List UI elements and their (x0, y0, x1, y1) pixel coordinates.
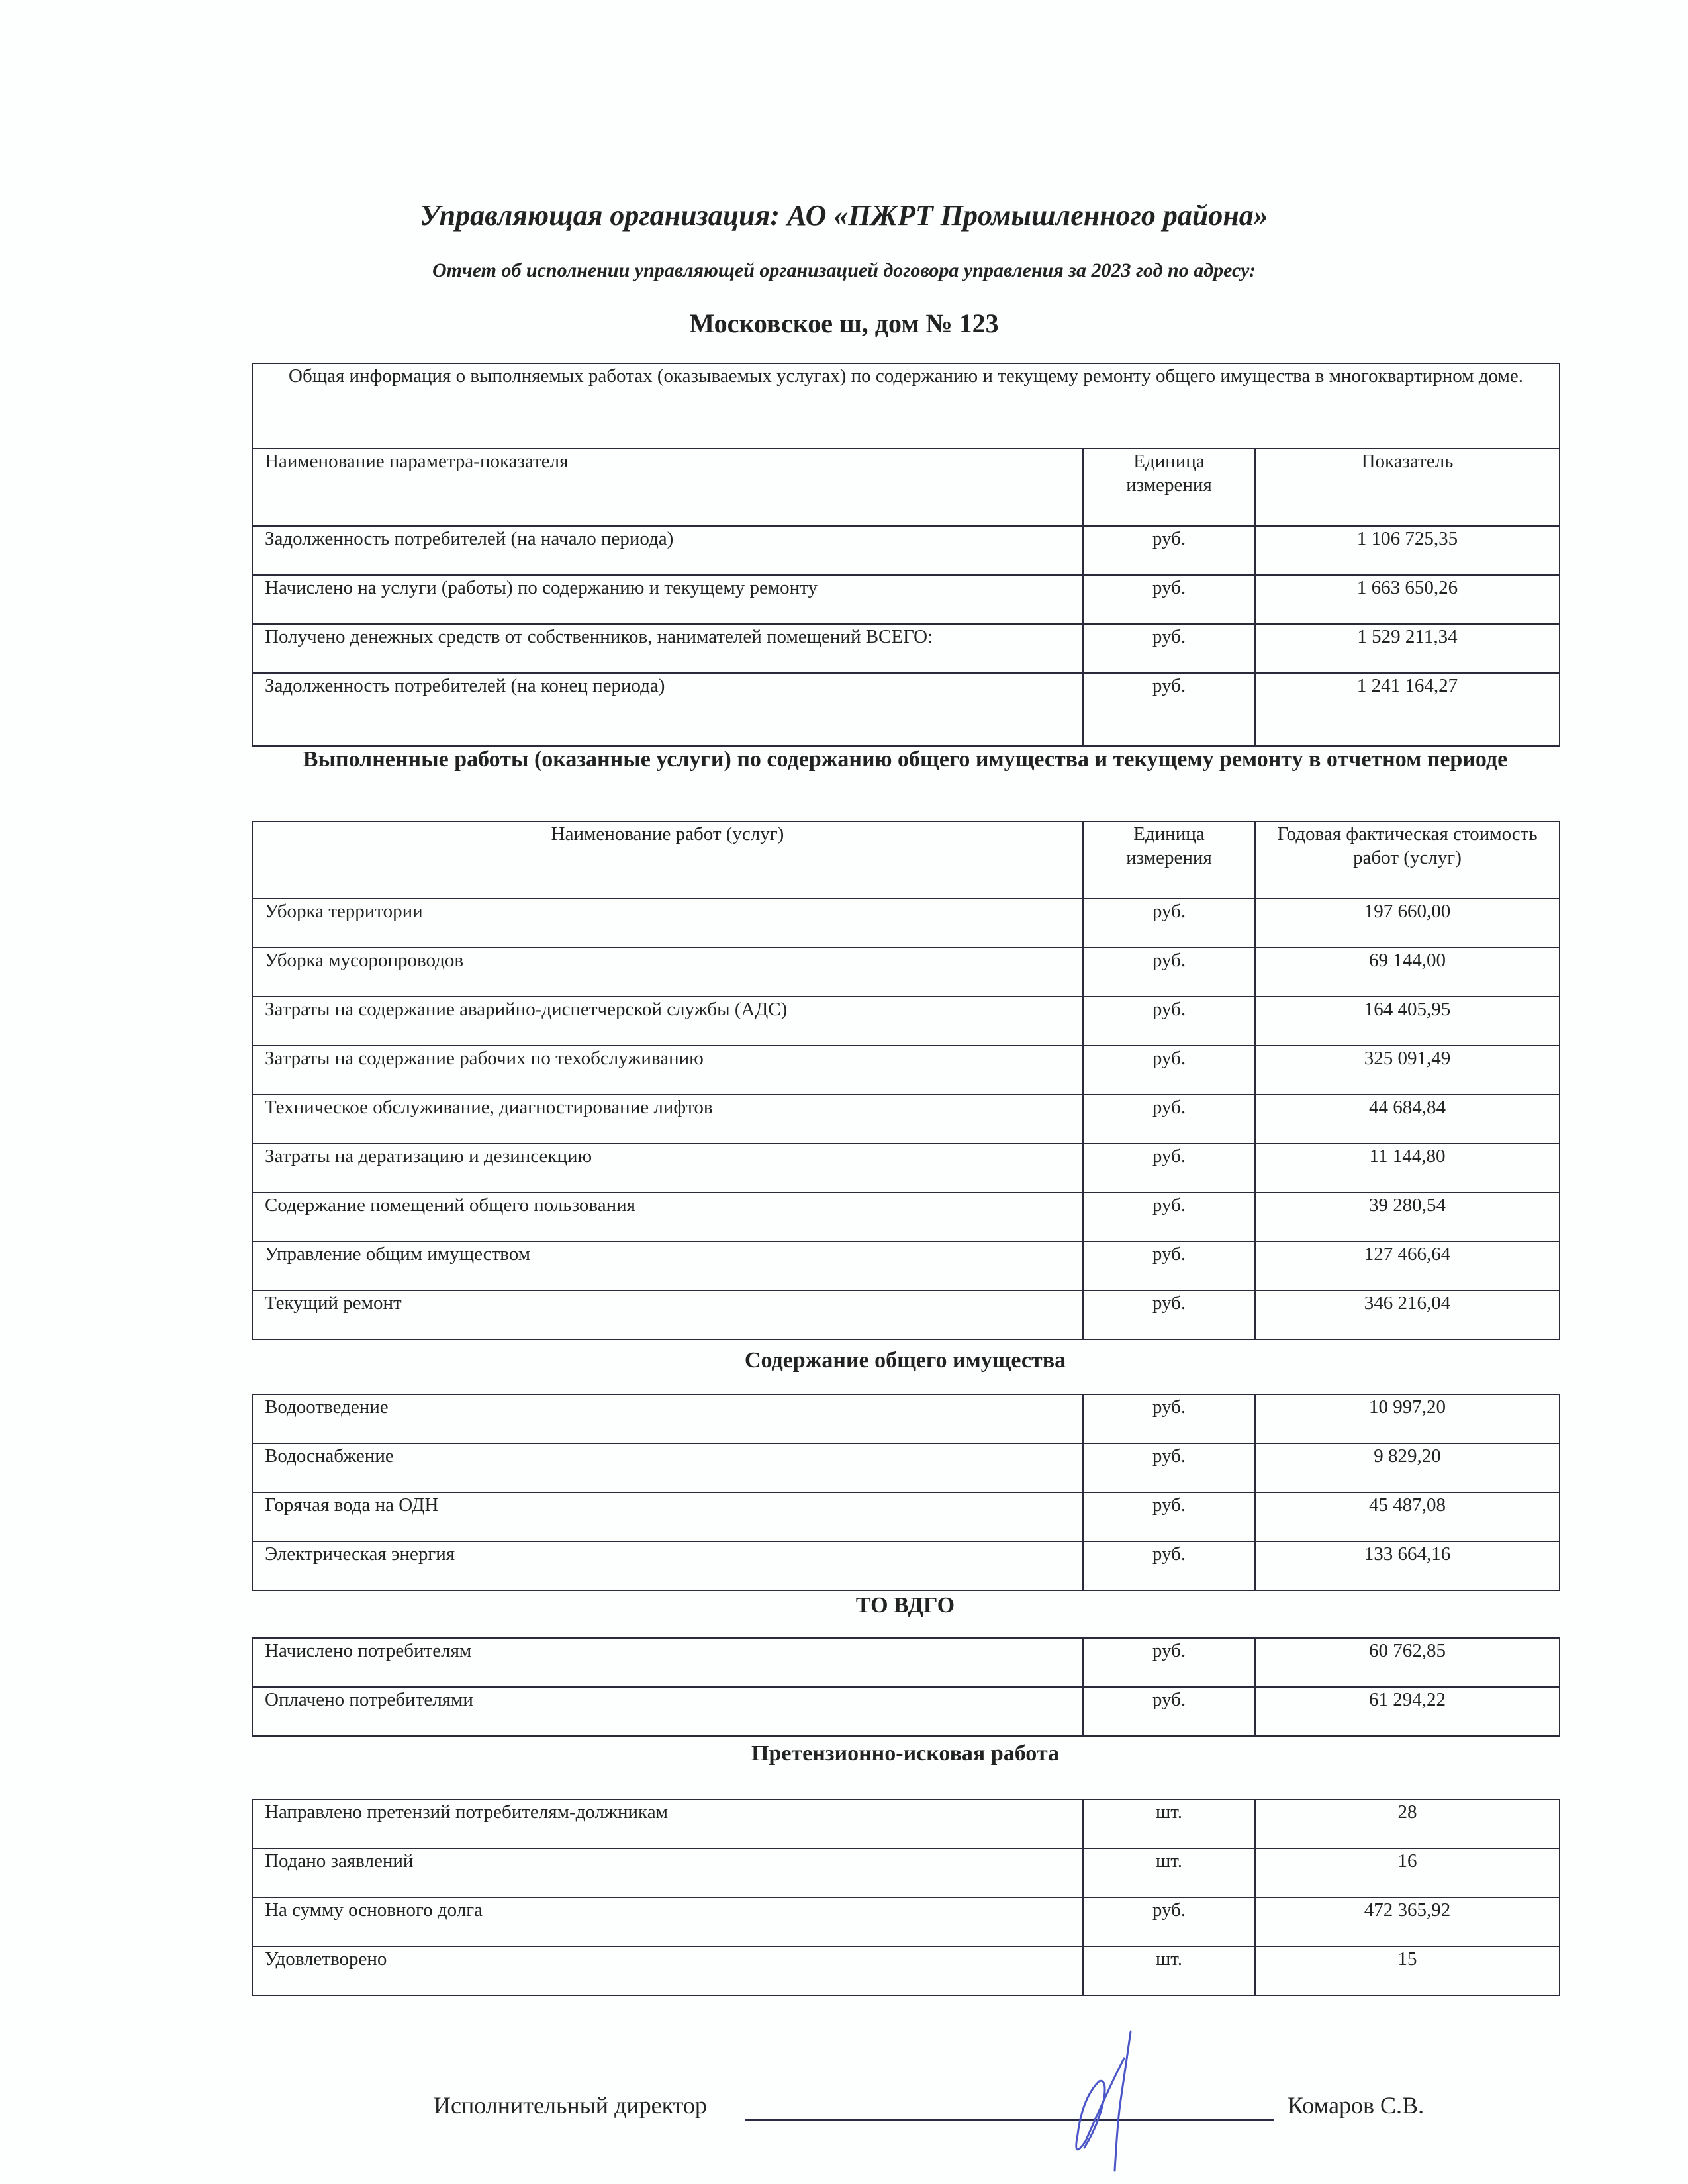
row-name: Затраты на содержание рабочих по техобслуживанию (252, 1046, 1083, 1095)
column-header-value: Годовая фактическая стоимость работ (услуг) (1255, 821, 1560, 899)
row-unit: руб. (1083, 1144, 1255, 1193)
claims-heading: Претензионно-исковая работа (751, 1741, 1059, 1766)
claims-table (252, 1799, 1560, 1996)
row-unit: руб. (1083, 624, 1255, 673)
common-property-table (252, 1394, 1560, 1591)
row-unit: руб. (1083, 1492, 1255, 1541)
table-row (252, 1394, 1560, 1443)
row-value: 325 091,49 (1255, 1046, 1560, 1095)
row-unit: руб. (1083, 1193, 1255, 1242)
table-header-row (252, 821, 1560, 899)
table-row (252, 624, 1560, 673)
row-value: 15 (1255, 1946, 1560, 1995)
signatory-position: Исполнительный директор (434, 2092, 707, 2118)
organization-title: Управляющая организация: АО «ПЖРТ Промышленного района» (420, 199, 1268, 232)
row-unit: руб. (1083, 1095, 1255, 1144)
row-name: Получено денежных средств от собственников, нанимателей помещений ВСЕГО: (252, 624, 1083, 673)
row-name: Подано заявлений (252, 1848, 1083, 1897)
table-row (252, 1046, 1560, 1095)
column-header-name: Наименование параметра-показателя (252, 449, 1083, 526)
row-name: Водоотведение (252, 1394, 1083, 1443)
table-row (252, 1443, 1560, 1492)
row-name: Уборка мусоропроводов (252, 948, 1083, 997)
row-value: 1 663 650,26 (1255, 575, 1560, 624)
row-value: 1 106 725,35 (1255, 526, 1560, 575)
row-name: Управление общим имуществом (252, 1242, 1083, 1291)
table-row (252, 575, 1560, 624)
row-value: 39 280,54 (1255, 1193, 1560, 1242)
row-name: Техническое обслуживание, диагностирование лифтов (252, 1095, 1083, 1144)
table-row (252, 1848, 1560, 1897)
signature-block (434, 2091, 1433, 2131)
row-unit: руб. (1083, 1394, 1255, 1443)
row-unit: шт. (1083, 1848, 1255, 1897)
row-unit: руб. (1083, 948, 1255, 997)
row-value: 45 487,08 (1255, 1492, 1560, 1541)
report-subtitle: Отчет об исполнении управляющей организацией договора управления за 2023 год по адресу: (432, 259, 1256, 281)
row-value: 61 294,22 (1255, 1687, 1560, 1736)
works-table (252, 821, 1560, 1340)
table-row (252, 1492, 1560, 1541)
table-row (252, 899, 1560, 948)
row-name: Электрическая энергия (252, 1541, 1083, 1590)
row-name: Оплачено потребителями (252, 1687, 1083, 1736)
signatory-name: Комаров С.В. (1288, 2092, 1425, 2118)
row-name: Горячая вода на ОДН (252, 1492, 1083, 1541)
row-unit: руб. (1083, 1443, 1255, 1492)
general-info-caption: Общая информация о выполняемых работах (оказываемых услугах) по содержанию и текущему ремонту общего имущества в многоквартирном доме. (252, 363, 1560, 449)
row-value: 1 241 164,27 (1255, 673, 1560, 746)
row-unit: руб. (1083, 1242, 1255, 1291)
vdgo-table (252, 1637, 1560, 1737)
row-value: 9 829,20 (1255, 1443, 1560, 1492)
row-unit: руб. (1083, 1638, 1255, 1687)
row-unit: руб. (1083, 575, 1255, 624)
address-heading: Московское ш, дом № 123 (689, 308, 999, 338)
table-header-row (252, 449, 1560, 526)
row-name: Содержание помещений общего пользования (252, 1193, 1083, 1242)
row-name: Начислено потребителям (252, 1638, 1083, 1687)
row-unit: руб. (1083, 1541, 1255, 1590)
row-value: 69 144,00 (1255, 948, 1560, 997)
row-unit: руб. (1083, 1897, 1255, 1946)
table-row (252, 1095, 1560, 1144)
row-value: 1 529 211,34 (1255, 624, 1560, 673)
row-value: 197 660,00 (1255, 899, 1560, 948)
row-unit: руб. (1083, 1687, 1255, 1736)
row-value: 16 (1255, 1848, 1560, 1897)
row-value: 60 762,85 (1255, 1638, 1560, 1687)
row-name: Уборка территории (252, 899, 1083, 948)
row-value: 10 997,20 (1255, 1394, 1560, 1443)
column-header-name: Наименование работ (услуг) (252, 821, 1083, 899)
table-row (252, 526, 1560, 575)
row-unit: руб. (1083, 997, 1255, 1046)
row-value: 28 (1255, 1799, 1560, 1848)
row-value: 164 405,95 (1255, 997, 1560, 1046)
row-name: Водоснабжение (252, 1443, 1083, 1492)
table-row (252, 1897, 1560, 1946)
table-row (252, 1144, 1560, 1193)
table-row (252, 1799, 1560, 1848)
row-value: 346 216,04 (1255, 1291, 1560, 1340)
row-unit: руб. (1083, 1291, 1255, 1340)
column-header-unit: Единица измерения (1083, 821, 1255, 899)
table-row (252, 1193, 1560, 1242)
table-row (252, 1291, 1560, 1340)
common-property-heading: Содержание общего имущества (744, 1348, 1066, 1373)
row-value: 127 466,64 (1255, 1242, 1560, 1291)
row-unit: руб. (1083, 673, 1255, 746)
row-name: Удовлетворено (252, 1946, 1083, 1995)
column-header-unit: Единица измерения (1083, 449, 1255, 526)
signature-line (745, 2119, 1274, 2121)
table-row (252, 673, 1560, 746)
table-row (252, 1687, 1560, 1736)
vdgo-heading: ТО ВДГО (855, 1593, 955, 1617)
works-heading: Выполненные работы (оказанные услуги) по содержанию общего имущества и текущему ремонту в отчетном периоде (303, 747, 1508, 772)
row-name: Затраты на содержание аварийно-диспетчерской службы (АДС) (252, 997, 1083, 1046)
row-unit: шт. (1083, 1799, 1255, 1848)
row-value: 472 365,92 (1255, 1897, 1560, 1946)
row-name: На сумму основного долга (252, 1897, 1083, 1946)
column-header-value: Показатель (1255, 449, 1560, 526)
row-name: Направлено претензий потребителям-должникам (252, 1799, 1083, 1848)
table-row (252, 1638, 1560, 1687)
table-row (252, 1946, 1560, 1995)
row-name: Задолженность потребителей (на конец периода) (252, 673, 1083, 746)
row-value: 44 684,84 (1255, 1095, 1560, 1144)
table-row (252, 1242, 1560, 1291)
row-unit: руб. (1083, 1046, 1255, 1095)
row-name: Затраты на дератизацию и дезинсекцию (252, 1144, 1083, 1193)
table-row (252, 1541, 1560, 1590)
row-unit: шт. (1083, 1946, 1255, 1995)
row-value: 11 144,80 (1255, 1144, 1560, 1193)
general-info-caption-row (252, 363, 1560, 449)
general-info-table (252, 363, 1560, 747)
row-unit: руб. (1083, 899, 1255, 948)
row-name: Задолженность потребителей (на начало периода) (252, 526, 1083, 575)
table-row (252, 948, 1560, 997)
row-name: Текущий ремонт (252, 1291, 1083, 1340)
row-unit: руб. (1083, 526, 1255, 575)
table-row (252, 997, 1560, 1046)
row-name: Начислено на услуги (работы) по содержанию и текущему ремонту (252, 575, 1083, 624)
handwritten-signature-icon (1046, 2025, 1139, 2184)
row-value: 133 664,16 (1255, 1541, 1560, 1590)
